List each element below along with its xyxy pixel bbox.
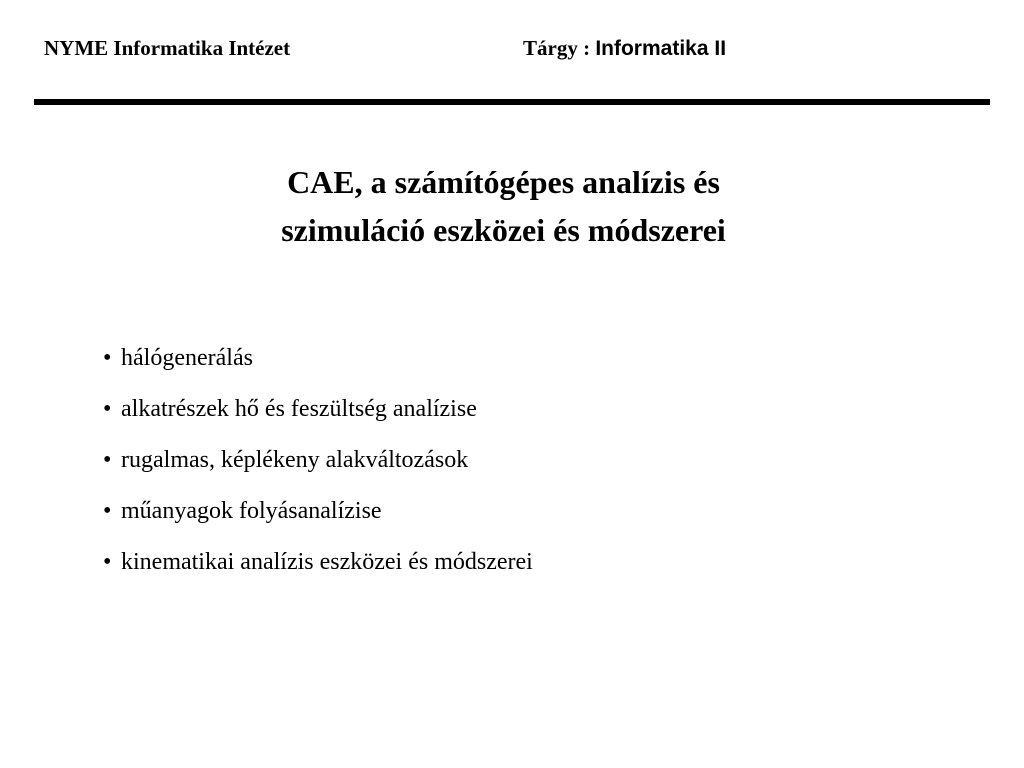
list-item (103, 384, 533, 435)
list-item-text: műanyagok folyásanalízise (121, 498, 382, 524)
slide-title-line-1: CAE, a számítógépes analízis és (287, 164, 720, 200)
list-item-text: kinematikai analízis eszközei és módszerei (121, 549, 533, 575)
subject-label: Tárgy : (523, 36, 591, 60)
bullet-icon: • (103, 396, 112, 422)
institute-name: NYME Informatika Intézet (44, 36, 291, 60)
list-item (103, 435, 533, 486)
bullet-icon: • (103, 345, 112, 371)
list-item (103, 486, 533, 537)
list-item-text: rugalmas, képlékeny alakváltozások (121, 447, 469, 473)
slide-title (0, 158, 1007, 254)
bullet-icon: • (103, 498, 112, 524)
header-divider (34, 99, 990, 105)
slide-title-line-2: szimuláció eszközei és módszerei (281, 212, 726, 248)
subject-value: Informatika II (595, 37, 727, 60)
list-item (103, 333, 533, 384)
subject-header (523, 34, 726, 63)
bullet-icon: • (103, 447, 112, 473)
bullet-list (103, 333, 533, 588)
list-item-text: hálógenerálás (121, 345, 253, 371)
list-item-text: alkatrészek hő és feszültség analízise (121, 396, 477, 422)
bullet-icon: • (103, 549, 112, 575)
list-item (103, 537, 533, 588)
